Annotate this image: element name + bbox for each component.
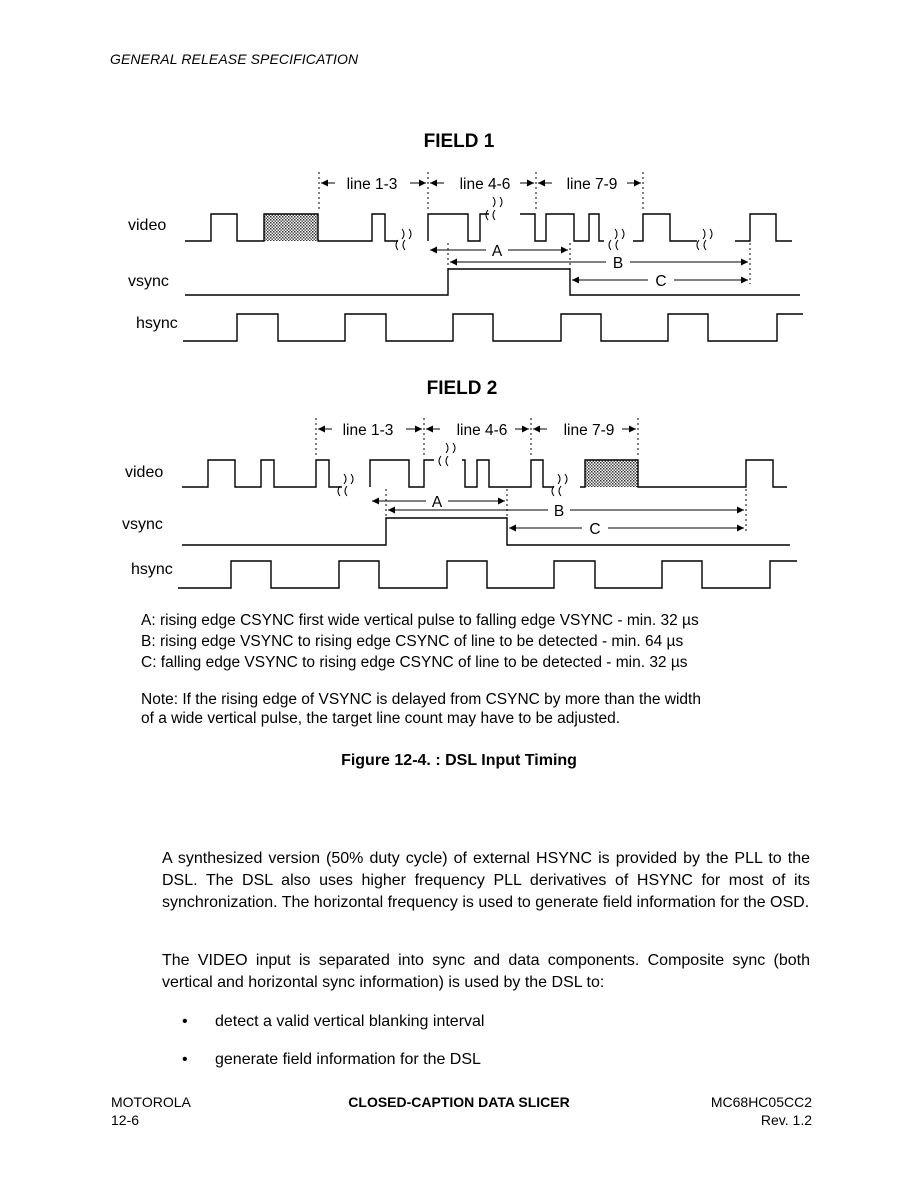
legend-item-a: A: rising edge CSYNC first wide vertical pulse to falling edge VSYNC - min. 32 µs xyxy=(141,612,699,629)
bullet-item xyxy=(182,1049,481,1071)
interval-a-label: A xyxy=(491,243,503,260)
video-waveform xyxy=(462,460,554,487)
legend-item-b: B: rising edge VSYNC to rising edge CSYNC of line to be detected - min. 64 µs xyxy=(141,633,684,650)
field1-diagram xyxy=(128,131,803,341)
data-burst xyxy=(585,460,638,487)
interval-a-label: A xyxy=(431,494,443,511)
video-waveform xyxy=(182,460,342,487)
line-label: line 1-3 xyxy=(342,422,394,439)
hsync-waveform xyxy=(183,314,803,341)
vsync-label: vsync xyxy=(122,516,163,533)
break-marks xyxy=(396,197,712,250)
note-line: of a wide vertical pulse, the target line count may have to be adjusted. xyxy=(141,710,621,727)
line-label: line 4-6 xyxy=(459,176,511,193)
legend-item-c: C: falling edge VSYNC to rising edge CSYNC of line to be detected - min. 32 µs xyxy=(141,654,688,671)
line-label: line 7-9 xyxy=(563,422,615,439)
note-line: Note: If the rising edge of VSYNC is delayed from CSYNC by more than the width xyxy=(141,691,701,708)
footer-revision: Rev. 1.2 xyxy=(760,1112,812,1128)
video-waveform xyxy=(370,460,434,487)
video-waveform xyxy=(520,214,604,241)
field2-title: FIELD 2 xyxy=(426,378,498,399)
footer-page-number: 12-6 xyxy=(111,1112,140,1128)
hsync-waveform xyxy=(178,561,797,588)
hsync-label: hsync xyxy=(131,561,173,578)
vsync-label: vsync xyxy=(128,273,169,290)
hsync-label: hsync xyxy=(136,315,178,332)
field2-diagram xyxy=(122,378,797,588)
bullet-text: detect a valid vertical blanking interval xyxy=(215,1013,485,1030)
video-waveform xyxy=(633,214,697,241)
break-marks xyxy=(338,443,567,496)
interval-c-label: C xyxy=(589,521,601,538)
video-label: video xyxy=(128,217,167,234)
footer-right xyxy=(711,1093,812,1129)
video-label: video xyxy=(125,464,164,481)
video-waveform xyxy=(735,214,792,241)
footer-part-number: MC68HC05CC2 xyxy=(710,1094,812,1110)
running-header: GENERAL RELEASE SPECIFICATION xyxy=(110,51,359,67)
interval-b-label: B xyxy=(612,255,624,272)
vsync-waveform xyxy=(185,269,800,295)
footer-company: MOTOROLA xyxy=(111,1094,191,1110)
video-waveform xyxy=(428,214,489,241)
figure-caption: Figure 12-4. : DSL Input Timing xyxy=(341,752,577,769)
bullet-icon: • xyxy=(182,1051,188,1068)
field1-title: FIELD 1 xyxy=(423,131,495,152)
data-burst xyxy=(264,214,318,241)
bullet-item xyxy=(182,1011,484,1033)
body-paragraph: The VIDEO input is separated into sync and data components. Composite sync (both vertical and horizontal sync information) is used by the DSL to: xyxy=(162,952,810,991)
timing-legend xyxy=(141,610,699,673)
line-label: line 4-6 xyxy=(456,422,508,439)
figure-note xyxy=(141,690,821,728)
body-paragraph: A synthesized version (50% duty cycle) of external HSYNC is provided by the PLL to the DSL. The DSL also uses higher frequency PLL derivatives of HSYNC for most of its synchronization. The horizontal frequency is used to generate field information for the OSD. xyxy=(162,850,810,911)
line-label: line 7-9 xyxy=(566,176,618,193)
footer-section-title: CLOSED-CAPTION DATA SLICER xyxy=(348,1094,570,1110)
interval-b-label: B xyxy=(553,503,565,520)
interval-c-label: C xyxy=(655,273,667,290)
vsync-waveform xyxy=(182,518,790,545)
bullet-text: generate field information for the DSL xyxy=(215,1051,481,1068)
line-label: line 1-3 xyxy=(346,176,398,193)
bullet-icon: • xyxy=(182,1013,188,1030)
